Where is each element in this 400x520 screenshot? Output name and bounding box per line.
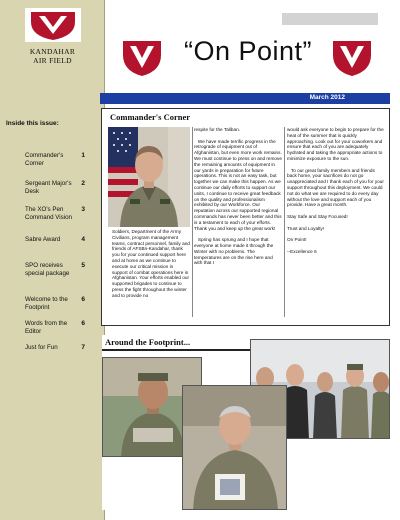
article-column-3: would ask everyone to begin to prepare for the heat of the summer that is quickly approaching. Look out for your coworkers and ensure that each of you are adequately hydrated and taking the appropriate actions to minimize exposure to the sun. To our great family members and friends back home, your sacrifices do not go unappreciated and I thank each of you for your support throughout this deployment. We could not do what we are required to do every day without the love and support each of you provide. Have a great month. Stay Safe and Stay Focused! Trust and Loyalty! On Point! --Excellence 6 — [287, 127, 384, 254]
commanders-corner — [101, 108, 390, 326]
unit-insignia-icon — [25, 8, 81, 42]
toc-item-page: 4 — [81, 236, 85, 243]
toc-item-label: SPO receives special package — [25, 262, 70, 277]
toc-item[interactable] — [25, 296, 103, 311]
toc-item-label: Sergeant Major's Desk — [25, 180, 72, 195]
toc-item-page: 7 — [81, 344, 85, 351]
toc-item-label: Commander's Corner — [25, 152, 64, 167]
article-column-2: respite for the Taliban. We have made terrific progress in the retrograde of equipment out of Afghanistan, but even more work remains. We must continue to press on and remove the remaining amounts of equipment in our yards in preparation for future operations. This is not an easy task, but together we can make this happen. As we continue our daily efforts to support our units, I continue to receive great feedback on the quality and professionalism exhibited by our Workforce. Our reputation across our supported regional commands has never been better and this is a testament to each of your efforts. Thank you and keep up the great work! Spring has sprung and I hope that everyone at home made it through the Winter with no problems. The temperatures are on the rise here and with that I — [194, 127, 282, 266]
toc-item-label: Just for Fun — [25, 344, 58, 351]
toc-item[interactable] — [25, 262, 103, 277]
issue-date-bar — [100, 93, 390, 104]
toc-item-label: The XO's Pen Command Vision — [25, 206, 73, 221]
unit-insignia-icon — [330, 38, 374, 78]
newsletter-title: “On Point” — [183, 36, 313, 66]
toc-item-page: 5 — [81, 262, 85, 269]
section-title: Commander's Corner — [110, 112, 191, 122]
sidebar-title-line1: KANDAHAR — [29, 47, 76, 56]
issue-date: March 2012 — [309, 94, 345, 101]
toc-item[interactable] — [25, 206, 103, 221]
toc-item-page: 6 — [81, 296, 85, 303]
toc-item[interactable] — [25, 180, 103, 195]
toc-item-label: Welcome to the Footprint — [25, 296, 68, 311]
toc-item[interactable] — [25, 152, 103, 167]
toc-item-label: Sabre Award — [25, 236, 61, 243]
sidebar — [0, 0, 105, 520]
commander-photo — [108, 127, 190, 227]
toc-item[interactable] — [25, 236, 103, 244]
header-accent-bar — [282, 13, 378, 25]
article-column-1: Soldiers, Department of the Army Civilians, program management teams, contract personnel, family and friends of AFSBn-Kandahar, thank you for your continued support here and at home as we continue to execute our critical mission in support of combat operations here in Afghanistan. Your efforts enabled our supported brigades to continue to press the fight throughout the winter and to provide no — [112, 229, 192, 298]
toc-item-page: 1 — [81, 152, 85, 159]
column-divider — [192, 127, 193, 317]
toc-heading: Inside this issue: — [6, 120, 59, 127]
around-the-footprint — [102, 335, 390, 510]
footprint-photo — [182, 385, 287, 510]
toc-item[interactable] — [25, 344, 103, 352]
toc-item-page: 6 — [81, 320, 85, 327]
toc-item-page: 3 — [81, 206, 85, 213]
section-title: Around the Footprint... — [105, 337, 191, 347]
unit-insignia-icon — [120, 38, 164, 78]
toc-item[interactable] — [25, 320, 103, 335]
toc-item-page: 2 — [81, 180, 85, 187]
sidebar-title — [4, 47, 101, 65]
toc-item-label: Words from the Editor — [25, 320, 68, 335]
column-divider — [284, 127, 285, 317]
sidebar-title-line2: AIR FIELD — [33, 56, 72, 65]
